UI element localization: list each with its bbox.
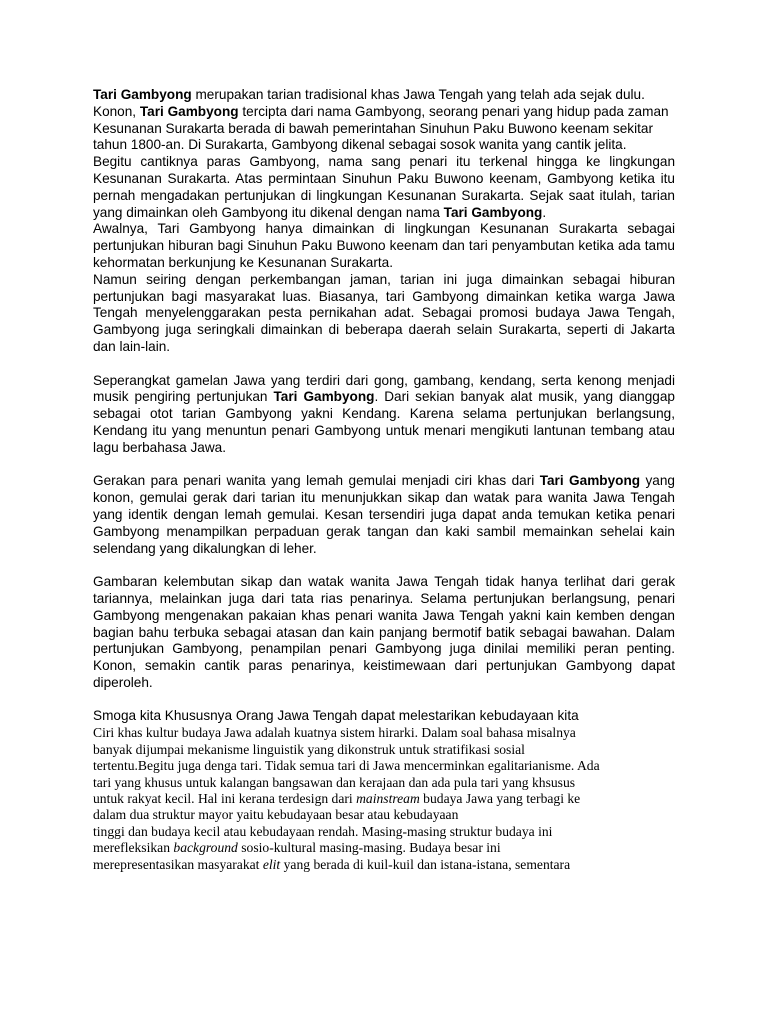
excerpt-line: banyak dijumpai mekanisme linguistik yang dikonstruk untuk stratifikasi sosial [93,741,525,757]
paragraph-intro [93,87,675,154]
text-run: sosio-kultural masing-masing. Budaya besar ini [237,840,501,856]
excerpt-line: tari yang khusus untuk kalangan bangsawan dan kerajaan dan ada pula tari yang khsusus [93,774,576,790]
paragraph-closing: Smoga kita Khususnya Orang Jawa Tengah dapat melestarikan kebudayaan kita [93,708,579,724]
bold-term: Tari Gambyong [539,473,641,489]
bold-term: Tari Gambyong [93,87,192,102]
italic-term: mainstream [356,790,420,806]
italic-term: elit [262,856,281,872]
excerpt-line: Ciri khas kultur budaya Jawa adalah kuatnya sistem hirarki. Dalam soal bahasa misalnya [93,725,576,741]
paragraph-origin: Awalnya, Tari Gambyong hanya dimainkan di lingkungan Kesunanan Surakarta sebagai pertunjukan hiburan bagi Sinuhun Paku Buwono keenam dan tari penyambutan ketika ada tamu kehormatan berkunjung ke Kesunanan Surakarta. [93,221,675,270]
paragraph-fame [93,154,675,221]
paragraph-gap [93,457,675,474]
paragraph-costume: Gambaran kelembutan sikap dan watak wanita Jawa Tengah tidak hanya terlihat dari gerak tariannya, melainkan juga dari tata rias penarinya. Selama pertunjukan berlangsung, penari Gambyong mengenakan pakaian khas penari wanita Jawa Tengah yakni kain kemben dengan bagian bahu terbuka sebagai atasan dan kain panjang bermotif batik sebagai bawahan. Dalam pertunjukan Gambyong, penampilan penari Gambyong juga dinilai memiliki peran penting. Konon, semakin cantik paras penarinya, keistimewaan dari pertunjukan Gambyong dapat diperoleh. [93,574,675,690]
text-run: untuk rakyat kecil. Hal ini kerana terdesign dari [93,790,357,806]
bold-term: Tari Gambyong [273,389,375,405]
paragraph-movement [93,473,675,557]
text-run: merefleksikan [93,840,174,856]
paragraph-development: Namun seiring dengan perkembangan jaman, tarian ini juga dimainkan sebagai hiburan pertunjukan bagi masyarakat luas. Biasanya, tari Gambyong dimainkan ketika warga Jawa Tengah menyelenggarakan pesta pernikahan adat. Sebagai promosi budaya Jawa Tengah, Gambyong juga seringkali dimainkan di beberapa daerah selain Surakarta, seperti di Jakarta dan lain-lain. [93,271,675,354]
text-run: yang konon, gemulai gerak dari tarian itu menunjukkan sikap dan watak para wanita Jawa Tengah yang identik dengan lemah gemulai. Kesan tersendiri juga dapat anda temukan ketika penari Gambyong menampilkan perpaduan gerak tangan dan kaki sambil memainkan sehelai kain selendang yang dikalungkan di leher. [93,473,675,556]
text-run: . Dari sekian banyak alat musik, yang dianggap sebagai otot tarian Gambyong yakni Kendang. Karena selama pertunjukan berlangsung, Kendang itu yang menuntun penari Gambyong untuk menari mengikuti lantunan tembang atau lagu berbahasa Jawa. [93,389,675,455]
bold-term: Tari Gambyong [443,204,543,220]
text-run: budaya Jawa yang terbagi ke [419,790,581,806]
excerpt-line: tertentu.Begitu juga denga tari. Tidak semua tari di Jawa mencerminkan egalitarianisme. Ada [93,758,600,774]
text-run: tercipta dari nama Gambyong, seorang penari yang hidup pada zaman Kesunanan Surakarta berada di bawah pemerintahan Sinuhun Paku Buwono keenam sekitar tahun 1800-an. Di Surakarta, Gambyong dikenal sebagai sosok wanita yang cantik jelita. [93,103,669,153]
text-run: yang berada di kuil-kuil dan istana-istana, sementara [280,856,571,872]
text-run: Seperangkat gamelan Jawa yang terdiri dari gong, gambang, kendang, serta kenong menjadi musik pengiring pertunjukan [93,372,675,405]
excerpt-line [93,791,675,807]
text-run: Begitu cantiknya paras Gambyong, nama sang penari itu terkenal hingga ke lingkungan Kesunanan Surakarta. Atas permintaan Sinuhun Paku Buwono keenam, Gambyong ketika itu pernah mengadakan pertunjukan di lingkungan Kesunanan Surakarta. Sejak saat itulah, tarian yang dimainkan oleh Gambyong itu dikenal dengan nama [93,154,675,220]
paragraph-gap [93,356,675,373]
document-page [93,87,675,873]
paragraph-gamelan [93,373,675,457]
excerpt-line [93,840,675,856]
paragraph-gap [93,692,675,709]
text-run: merupakan tarian tradisional khas Jawa Tengah yang telah ada sejak dulu. Konon, [93,87,645,119]
paragraph-gap [93,557,675,574]
text-run: . [542,204,547,220]
text-run: merepresentasikan masyarakat [93,856,263,872]
excerpt-line [93,857,675,873]
text-run: Gerakan para penari wanita yang lemah gemulai menjadi ciri khas dari [93,473,540,489]
bold-term: Tari Gambyong [139,103,239,119]
serif-excerpt [93,725,675,873]
excerpt-line: dalam dua struktur mayor yaitu kebudayaan besar atau kebudayaan [93,807,459,823]
excerpt-line: tinggi dan budaya kecil atau kebudayaan rendah. Masing-masing struktur budaya ini [93,823,553,839]
italic-term: background [173,840,238,856]
